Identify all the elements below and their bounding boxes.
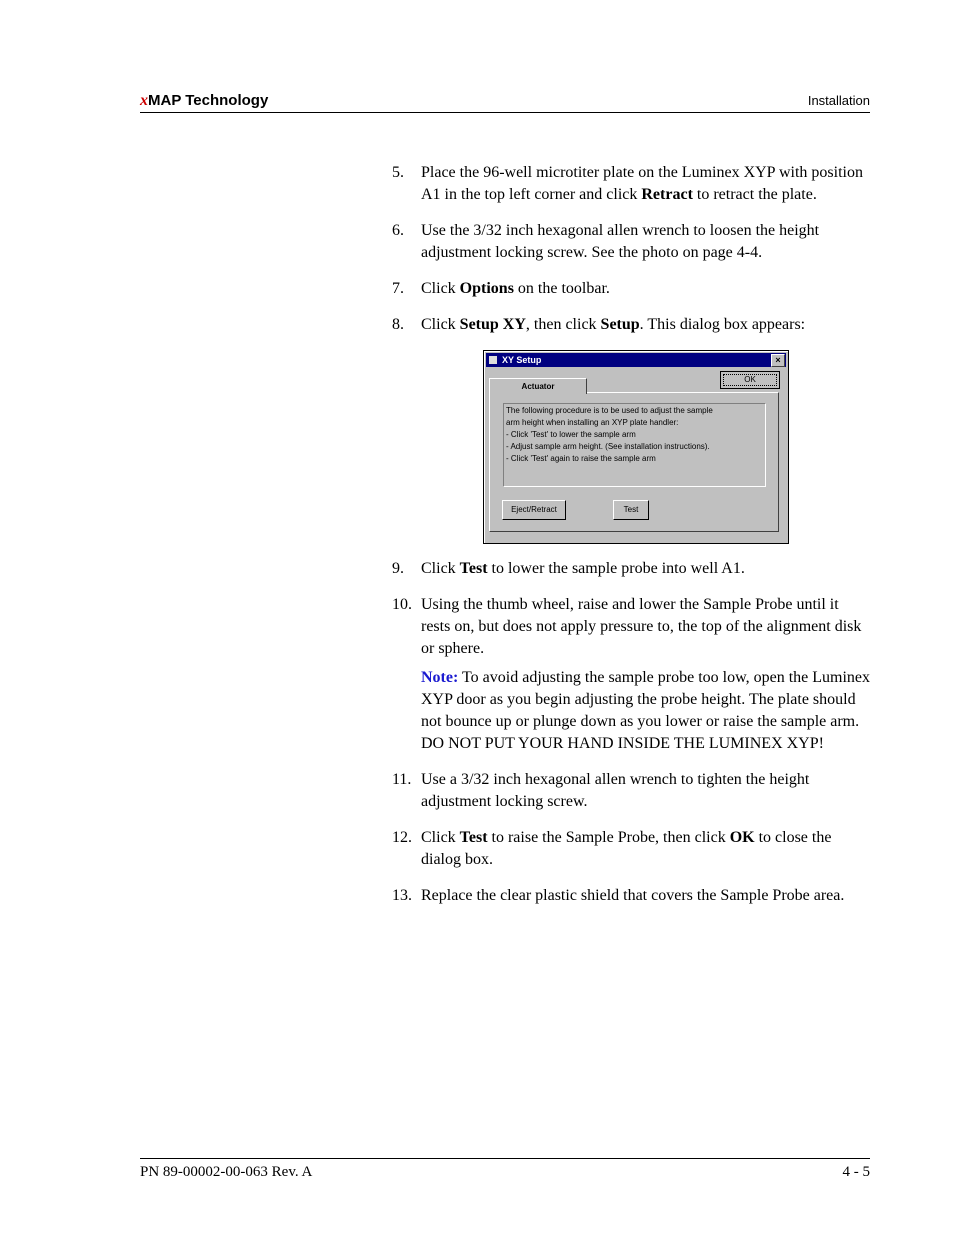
step-text: Click <box>421 829 460 846</box>
test-button[interactable]: Test <box>613 500 649 520</box>
step-11 <box>392 769 872 813</box>
ok-label: OK <box>723 374 777 386</box>
brand-prefix: x <box>140 92 148 109</box>
step-text: Replace the clear plastic shield that covers the Sample Probe area. <box>421 887 845 904</box>
dialog-titlebar[interactable] <box>486 353 786 367</box>
step-9 <box>392 558 872 580</box>
step-text: Click <box>421 316 460 333</box>
step-text: Click <box>421 280 460 297</box>
step-number: 10. <box>392 596 412 613</box>
note <box>421 667 872 755</box>
step-text: Using the thumb wheel, raise and lower the Sample Probe until it rests on, but does not apply pressure to, the top of the alignment disk or sphere. <box>421 596 862 657</box>
step-list <box>392 162 872 921</box>
step-text: . This dialog box appears: <box>639 316 806 333</box>
step-number: 12. <box>392 829 412 846</box>
step-6 <box>392 220 872 264</box>
brand-title <box>140 92 268 110</box>
step-text: to retract the plate. <box>692 186 817 203</box>
note-text: To avoid adjusting the sample probe too low, open the Luminex XYP door as you begin adjusting the probe height. The plate should not bounce up or plunge down as you lower or raise the sample arm. DO NOT PUT YOUR HAND INSIDE THE LUMINEX XYP! <box>421 669 871 752</box>
page-footer <box>140 1158 870 1180</box>
instruction-line: - Adjust sample arm height. (See installation instructions). <box>506 442 710 451</box>
step-10 <box>392 594 872 755</box>
step-number: 9. <box>392 560 404 577</box>
step-number: 5. <box>392 164 404 181</box>
step-number: 11. <box>392 771 412 788</box>
eject-retract-button[interactable]: Eject/Retract <box>502 500 566 520</box>
page-header <box>140 92 870 113</box>
step-12 <box>392 827 872 871</box>
instruction-line: - Click 'Test' again to raise the sample arm <box>506 454 656 463</box>
step-13 <box>392 885 872 907</box>
brand-name: MAP Technology <box>148 92 269 109</box>
section-title: Installation <box>807 93 870 108</box>
page-number: 4 - 5 <box>842 1164 870 1180</box>
step-keyword: Setup <box>600 316 640 333</box>
step-number: 8. <box>392 316 404 333</box>
step-number: 7. <box>392 280 404 297</box>
step-text: , then click <box>525 316 601 333</box>
step-text: to lower the sample probe into well A1. <box>487 560 745 577</box>
part-number: PN 89-00002-00-063 Rev. A <box>140 1164 313 1180</box>
step-text: to raise the Sample Probe, then click <box>487 829 730 846</box>
step-keyword: Options <box>459 280 514 297</box>
step-text: Use a 3/32 inch hexagonal allen wrench to tighten the height adjustment locking screw. <box>421 771 810 810</box>
step-number: 13. <box>392 887 412 904</box>
ok-button[interactable] <box>720 371 780 389</box>
step-keyword: Test <box>459 560 488 577</box>
window-icon <box>489 356 497 364</box>
note-label: Note: <box>421 669 459 686</box>
instruction-line: - Click 'Test' to lower the sample arm <box>506 430 636 439</box>
step-keyword: Setup XY <box>459 316 526 333</box>
step-text: Place the 96-well microtiter plate on the Luminex XYP with position A1 in the top left corner and click <box>421 164 863 203</box>
xy-setup-dialog <box>483 350 789 544</box>
step-keyword: Retract <box>641 186 693 203</box>
step-keyword: OK <box>729 829 755 846</box>
step-text: Click <box>421 560 460 577</box>
step-number: 6. <box>392 222 404 239</box>
step-keyword: Test <box>459 829 488 846</box>
tab-actuator[interactable]: Actuator <box>489 378 587 394</box>
instruction-line: The following procedure is to be used to adjust the sample <box>506 406 713 415</box>
step-7 <box>392 278 872 300</box>
dialog-title: XY Setup <box>502 355 542 365</box>
step-8 <box>392 314 872 336</box>
step-5 <box>392 162 872 206</box>
close-icon[interactable]: × <box>771 354 785 367</box>
step-text: to close the dialog box. <box>421 829 832 868</box>
instructions-textbox[interactable] <box>503 403 766 487</box>
instruction-line: arm height when installing an XYP plate handler: <box>506 418 679 427</box>
step-text: on the toolbar. <box>513 280 610 297</box>
step-text: Use the 3/32 inch hexagonal allen wrench to loosen the height adjustment locking screw. See the photo on page 4-4. <box>421 222 820 261</box>
